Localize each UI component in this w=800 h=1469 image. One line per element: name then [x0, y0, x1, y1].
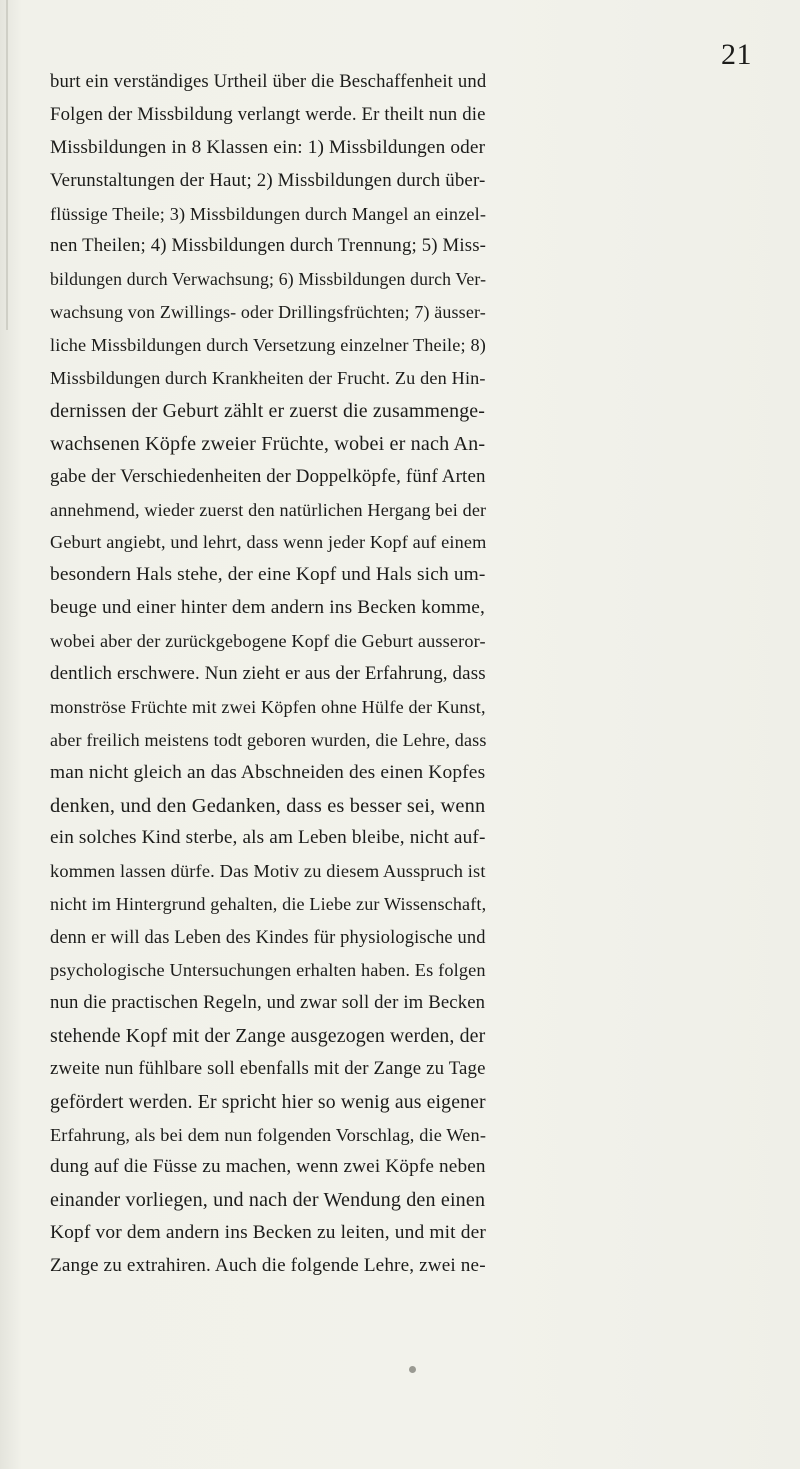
- text-line: nicht im Hintergrund gehalten, die Liebe zur Wissenschaft,: [50, 894, 487, 915]
- text-line: dernissen der Geburt zählt er zuerst die zusammenge-: [50, 399, 486, 422]
- body-text: [50, 66, 487, 1283]
- text-line: psychologische Untersuchungen erhalten haben. Es folgen: [50, 960, 486, 981]
- binding-edge: [6, 0, 8, 330]
- text-line: Kopf vor dem andern ins Becken zu leiten, und mit der: [50, 1222, 486, 1244]
- text-line: wachsenen Köpfe zweier Früchte, wobei er nach An-: [50, 432, 486, 455]
- text-line: wobei aber der zurückgebogene Kopf die Geburt ausseror-: [50, 631, 486, 652]
- text-line: gefördert werden. Er spricht hier so wenig aus eigener: [50, 1090, 486, 1113]
- text-line: Erfahrung, als bei dem nun folgenden Vorschlag, die Wen-: [50, 1124, 487, 1145]
- text-line: ein solches Kind sterbe, als am Leben bleibe, nicht auf-: [50, 827, 486, 849]
- text-line: Geburt angiebt, und lehrt, dass wenn jeder Kopf auf einem: [50, 532, 487, 553]
- text-line: beuge und einer hinter dem andern ins Becken komme,: [50, 597, 486, 619]
- text-line: man nicht gleich an das Abschneiden des einen Kopfes: [50, 761, 486, 783]
- text-line: denken, und den Gedanken, dass es besser sei, wenn: [50, 794, 486, 817]
- text-line: liche Missbildungen durch Versetzung einzelner Theile; 8): [50, 335, 486, 356]
- text-line: aber freilich meistens todt geboren wurden, die Lehre, dass: [50, 729, 487, 750]
- text-line: Folgen der Missbildung verlangt werde. Er theilt nun die: [50, 103, 486, 125]
- text-line: dentlich erschwere. Nun zieht er aus der Erfahrung, dass: [50, 663, 486, 685]
- text-line: zweite nun fühlbare soll ebenfalls mit der Zange zu Tage: [50, 1057, 486, 1079]
- text-line: stehende Kopf mit der Zange ausgezogen werden, der: [50, 1024, 486, 1047]
- text-line: denn er will das Leben des Kindes für physiologische und: [50, 927, 486, 948]
- page-number: 21: [721, 38, 752, 71]
- text-line: monströse Früchte mit zwei Köpfen ohne Hülfe der Kunst,: [50, 696, 486, 717]
- text-line: flüssige Theile; 3) Missbildungen durch Mangel an einzel-: [50, 203, 487, 224]
- text-line: nun die practischen Regeln, und zwar soll der im Becken: [50, 991, 486, 1013]
- text-line: dung auf die Füsse zu machen, wenn zwei Köpfe neben: [50, 1156, 486, 1178]
- text-line: besondern Hals stehe, der eine Kopf und Hals sich um-: [50, 564, 486, 586]
- text-line: burt ein verständiges Urtheil über die Beschaffenheit und: [50, 71, 487, 92]
- text-line: kommen lassen dürfe. Das Motiv zu diesem Ausspruch ist: [50, 861, 486, 882]
- text-line: Missbildungen durch Krankheiten der Frucht. Zu den Hin-: [50, 368, 486, 389]
- text-line: annehmend, wieder zuerst den natürlichen Hergang bei der: [50, 499, 487, 520]
- text-line: einander vorliegen, und nach der Wendung den einen: [50, 1189, 486, 1212]
- text-line: Zange zu extrahiren. Auch die folgende Lehre, zwei ne-: [50, 1255, 486, 1277]
- text-line: gabe der Verschiedenheiten der Doppelköpfe, fünf Arten: [50, 465, 486, 487]
- text-line: bildungen durch Verwachsung; 6) Missbildungen durch Ver-: [50, 269, 487, 290]
- ink-speck: [409, 1366, 416, 1373]
- text-line: nen Theilen; 4) Missbildungen durch Trennung; 5) Miss-: [50, 235, 487, 257]
- text-line: Missbildungen in 8 Klassen ein: 1) Missbildungen oder: [50, 136, 486, 158]
- text-line: Verunstaltungen der Haut; 2) Missbildungen durch über-: [50, 169, 486, 191]
- text-line: wachsung von Zwillings- oder Drillingsfrüchten; 7) äusser-: [50, 302, 486, 323]
